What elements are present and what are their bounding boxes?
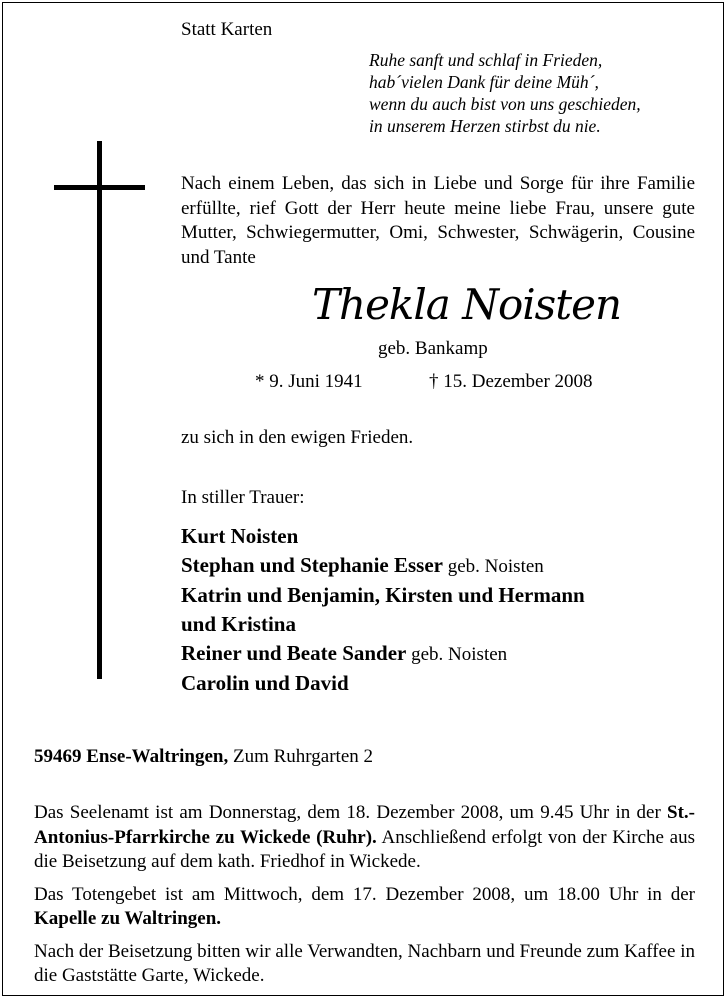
service-paragraph <box>34 801 695 875</box>
mourner-names: Reiner und Beate Sander <box>181 641 407 665</box>
poem <box>369 49 641 137</box>
service-info <box>34 801 695 997</box>
poem-line: in unserem Herzen stirbst du nie. <box>369 116 601 136</box>
mourners-heading: In stiller Trauer: <box>181 487 305 508</box>
mourner-line: und Kristina <box>181 612 296 636</box>
service-text: Das Seelenamt ist am Donnerstag, dem 18. Dezember 2008, um 9.45 Uhr in der <box>34 802 668 823</box>
service-paragraph: Nach der Beisetzung bitten wir alle Verwandten, Nachbarn und Freunde zum Kaffee in die Gaststätte Garte, Wickede. <box>34 940 695 986</box>
statt-karten-header: Statt Karten <box>181 19 273 40</box>
mourner-line: Carolin und David <box>181 671 349 695</box>
address <box>34 746 373 768</box>
poem-line: hab´vielen Dank für deine Müh´, <box>369 72 599 92</box>
service-text: Anschließend erfolgt von der Kirche aus die Beisetzung auf dem kath. Friedhof in Wickede. <box>34 826 695 872</box>
mourner-maiden: geb. Noisten <box>443 556 544 577</box>
mourner-line: Katrin und Benjamin, Kirsten und Hermann <box>181 583 585 607</box>
poem-line: wenn du auch bist von uns geschieden, <box>369 94 641 114</box>
intro-text: Nach einem Leben, das sich in Liebe und Sorge für ihre Familie erfüllte, rief Gott der Herr heute meine liebe Frau, unsere gute Mutter, Schwiegermutter, Omi, Schwester, Schwägerin, Cousine und Tante <box>181 173 695 268</box>
birth-date: * 9. Juni 1941 <box>255 371 363 392</box>
mourner-line: Kurt Noisten <box>181 524 299 548</box>
mourner-maiden: geb. Noisten <box>406 644 508 665</box>
closing-text: zu sich in den ewigen Frieden. <box>181 427 414 448</box>
mourner-line <box>181 639 585 669</box>
cross-icon-beam <box>54 185 145 190</box>
cross-icon <box>97 141 102 679</box>
mourners-list <box>181 522 585 698</box>
service-text: Das Totengebet ist am Mittwoch, dem 17. Dezember 2008, um 18.00 Uhr in der <box>34 883 695 905</box>
death-date: † 15. Dezember 2008 <box>429 371 593 392</box>
poem-line: Ruhe sanft und schlaf in Frieden, <box>369 50 603 70</box>
service-paragraph <box>34 883 695 932</box>
mourner-line <box>181 551 585 581</box>
address-street: Zum Ruhrgarten 2 <box>228 746 373 767</box>
church-name: St.-Antonius-Pfarrkirche zu Wickede (Ruhr). <box>34 802 695 848</box>
mourner-names: Stephan und Stephanie Esser <box>181 553 443 577</box>
address-city: 59469 Ense-Waltringen, <box>34 746 229 767</box>
chapel-name: Kapelle zu Waltringen. <box>34 908 222 929</box>
deceased-name: Thekla Noisten <box>312 280 621 329</box>
maiden-name: geb. Bankamp <box>378 338 488 359</box>
